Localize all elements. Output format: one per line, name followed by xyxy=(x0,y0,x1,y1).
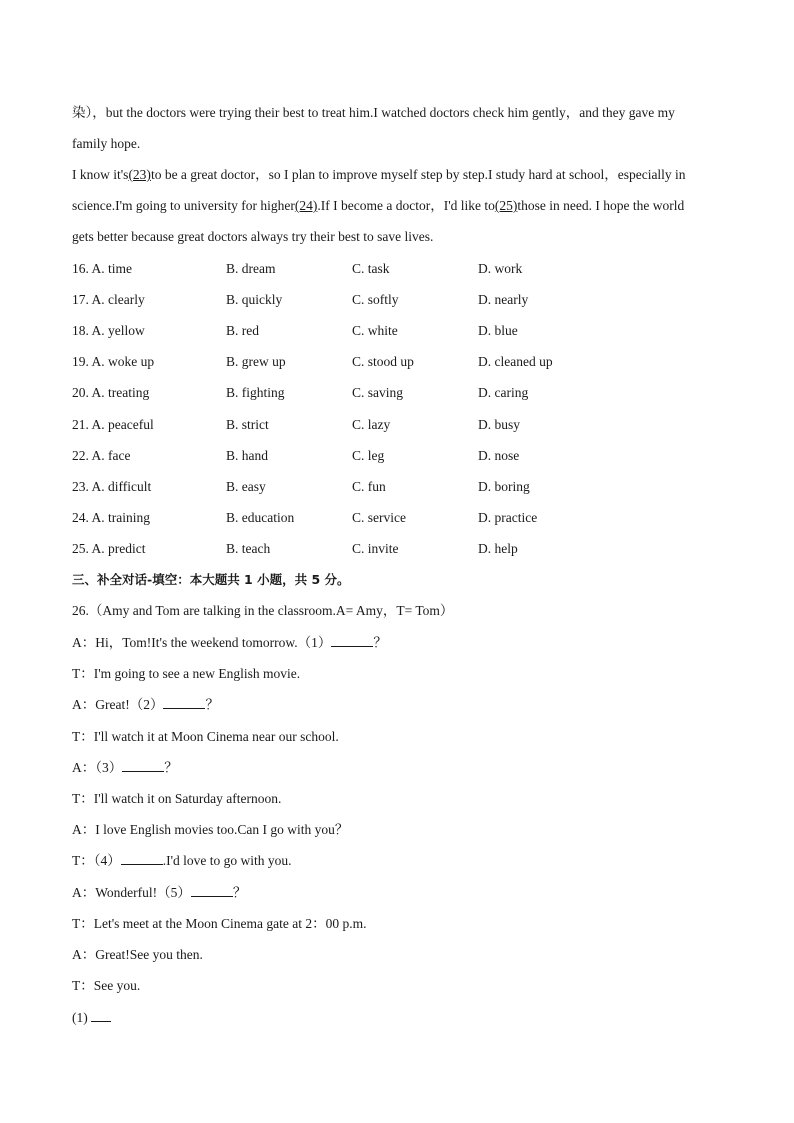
dialogue-text: A：（3） xyxy=(72,760,123,775)
option-d: D. practice xyxy=(478,510,538,525)
passage-text: those in need. I hope the world xyxy=(517,198,685,213)
option-b: B. strict xyxy=(226,417,269,432)
option-b: B. easy xyxy=(226,479,266,494)
option-c: C. invite xyxy=(352,541,399,556)
question-26-intro: 26.（Amy and Tom are talking in the classroom.A= Amy，T= Tom） xyxy=(72,603,454,618)
passage-text: I know it's xyxy=(72,167,129,182)
dialogue-text: A：Wonderful!（5） xyxy=(72,885,191,900)
option-c: C. white xyxy=(352,323,398,338)
answer-blank-5[interactable] xyxy=(191,884,233,897)
option-a: 22. A. face xyxy=(72,448,131,463)
option-a: 17. A. clearly xyxy=(72,292,145,307)
option-b: B. fighting xyxy=(226,385,285,400)
dialogue-line-1 xyxy=(72,634,387,652)
passage-line-3 xyxy=(72,166,712,184)
dialogue-text: T：（4） xyxy=(72,853,121,868)
option-b: B. grew up xyxy=(226,354,286,369)
answer-blank-2[interactable] xyxy=(163,696,205,709)
answer-blank-1[interactable] xyxy=(331,634,373,647)
option-a: 18. A. yellow xyxy=(72,323,145,338)
option-d: D. boring xyxy=(478,479,530,494)
option-a: 23. A. difficult xyxy=(72,479,152,494)
option-b: B. dream xyxy=(226,261,276,276)
option-c: C. service xyxy=(352,510,406,525)
option-d: D. work xyxy=(478,261,523,276)
blank-23: (23) xyxy=(128,167,151,182)
dialogue-text: ？ xyxy=(232,885,247,900)
dialogue-line-3 xyxy=(72,696,219,714)
answer-blank-4[interactable] xyxy=(121,852,163,865)
option-a: 20. A. treating xyxy=(72,385,150,400)
dialogue-line-6: T：I'll watch it on Saturday afternoon. xyxy=(72,791,282,806)
option-c: C. leg xyxy=(352,448,385,463)
passage-text: to be a great doctor，so I plan to improve myself step by step.I study hard at school，especially in xyxy=(150,167,686,182)
dialogue-line-10: T：Let's meet at the Moon Cinema gate at 2：00 p.m. xyxy=(72,916,367,931)
dialogue-text: A：Hi，Tom!It's the weekend tomorrow.（1） xyxy=(72,635,332,650)
option-c: C. softly xyxy=(352,292,399,307)
option-d: D. caring xyxy=(478,385,529,400)
blank-25: (25) xyxy=(494,198,518,213)
option-b: B. red xyxy=(226,323,259,338)
option-d: D. blue xyxy=(478,323,518,338)
option-a: 24. A. training xyxy=(72,510,150,525)
dialogue-text: ？ xyxy=(164,760,178,775)
passage-line-2: family hope. xyxy=(72,136,141,151)
option-b: B. quickly xyxy=(226,292,283,307)
dialogue-text: A：Great!（2） xyxy=(72,697,164,712)
passage-line-4 xyxy=(72,197,712,215)
dialogue-line-12: T：See you. xyxy=(72,978,141,993)
dialogue-text: ？ xyxy=(205,697,219,712)
answer-blank-3[interactable] xyxy=(122,759,164,772)
answer-line-1 xyxy=(72,1009,111,1027)
option-d: D. nearly xyxy=(478,292,529,307)
option-b: B. education xyxy=(226,510,295,525)
section-title: 三、补全对话-填空：本大题共 1 小题，共 5 分。 xyxy=(72,572,350,587)
option-c: C. task xyxy=(352,261,390,276)
passage-text: .If I become a doctor，I'd like to xyxy=(317,198,495,213)
dialogue-line-4: T：I'll watch it at Moon Cinema near our school. xyxy=(72,729,339,744)
option-d: D. busy xyxy=(478,417,521,432)
dialogue-line-9 xyxy=(72,884,246,902)
option-b: B. hand xyxy=(226,448,268,463)
option-a: 21. A. peaceful xyxy=(72,417,154,432)
dialogue-line-8 xyxy=(72,852,292,870)
blank-24: (24) xyxy=(294,198,318,213)
option-a: 16. A. time xyxy=(72,261,132,276)
answer-label: (1) xyxy=(72,1010,88,1025)
option-b: B. teach xyxy=(226,541,271,556)
dialogue-line-11: A：Great!See you then. xyxy=(72,947,203,962)
dialogue-line-2: T：I'm going to see a new English movie. xyxy=(72,666,301,681)
passage-line-5: gets better because great doctors always try their best to save lives. xyxy=(72,229,434,244)
dialogue-line-7: A：I love English movies too.Can I go with you？ xyxy=(72,822,349,837)
passage-line-1: 染），but the doctors were trying their best to treat him.I watched doctors check him gently，and they gave my xyxy=(72,105,675,120)
option-c: C. lazy xyxy=(352,417,391,432)
option-d: D. nose xyxy=(478,448,520,463)
dialogue-text: .I'd love to go with you. xyxy=(162,853,292,868)
passage-text: science.I'm going to university for higher xyxy=(72,198,295,213)
dialogue-text: ？ xyxy=(373,635,387,650)
option-a: 25. A. predict xyxy=(72,541,146,556)
option-c: C. fun xyxy=(352,479,386,494)
answer-input-1[interactable] xyxy=(91,1009,111,1022)
option-c: C. saving xyxy=(352,385,404,400)
option-c: C. stood up xyxy=(352,354,414,369)
option-d: D. cleaned up xyxy=(478,354,553,369)
option-a: 19. A. woke up xyxy=(72,354,155,369)
option-d: D. help xyxy=(478,541,518,556)
dialogue-line-5 xyxy=(72,759,178,777)
